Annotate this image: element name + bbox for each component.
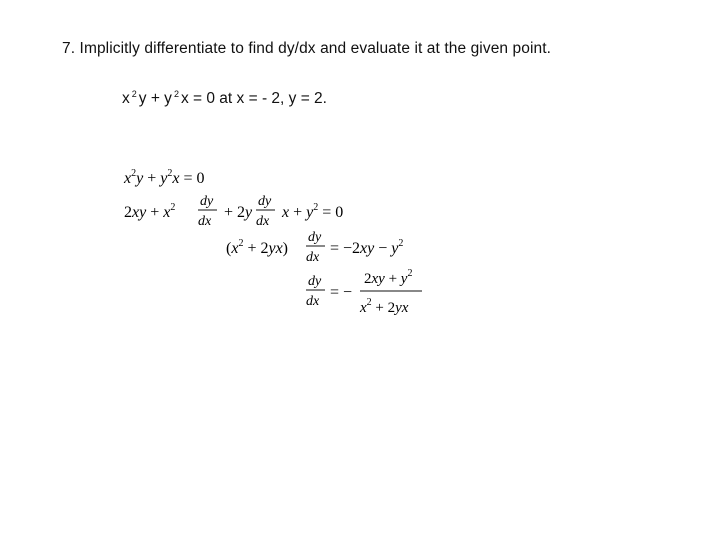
equation-part: y + y xyxy=(138,90,172,107)
svg-text:2xy + y2: $2xy + y^2$ xyxy=(364,268,413,287)
svg-text:dy: dy xyxy=(200,194,214,209)
svg-text:dx: dx xyxy=(306,294,320,309)
svg-text:x + y2 = 0: $x + y^2 = 0$ xyxy=(282,202,344,221)
solution-step-1 xyxy=(123,168,205,187)
solution-image xyxy=(120,155,440,325)
svg-text:dx: dx xyxy=(256,214,270,229)
svg-text:= −2xy − y2: = $-2xy - y^2$ xyxy=(330,238,404,257)
svg-text:dy: dy xyxy=(258,194,272,209)
solution-step-2 xyxy=(124,194,343,229)
svg-text:x2y + y2x = 0: $x^2y + y^2x = 0$ xyxy=(124,168,205,187)
svg-text:2xy + x2: $2xy + x^2$ xyxy=(124,202,176,221)
svg-text:dy: dy xyxy=(308,274,322,289)
svg-text:(x2 + 2yx): $(x^2 + 2yx)$ xyxy=(226,238,288,257)
svg-text:+ 2y: + 2y xyxy=(224,204,253,221)
svg-text:dx: dx xyxy=(198,214,212,229)
svg-text:= −: = − xyxy=(330,284,353,301)
problem-equation xyxy=(122,89,327,108)
equation-exponent: 2 xyxy=(131,89,137,99)
solution-step-3 xyxy=(226,230,403,265)
equation-exponent: 2 xyxy=(173,89,179,99)
equation-part: x xyxy=(122,90,130,107)
problem-title: 7. Implicitly differentiate to find dy/dx and evaluate it at the given point. xyxy=(62,40,552,57)
solution-step-4 xyxy=(306,268,422,316)
svg-text:dy: dy xyxy=(308,230,322,245)
svg-text:x2 + 2yx: $x^2 + 2yx$ xyxy=(360,297,409,316)
equation-part: x = 0 at x = - 2, y = 2. xyxy=(180,90,327,107)
svg-text:dx: dx xyxy=(306,250,320,265)
